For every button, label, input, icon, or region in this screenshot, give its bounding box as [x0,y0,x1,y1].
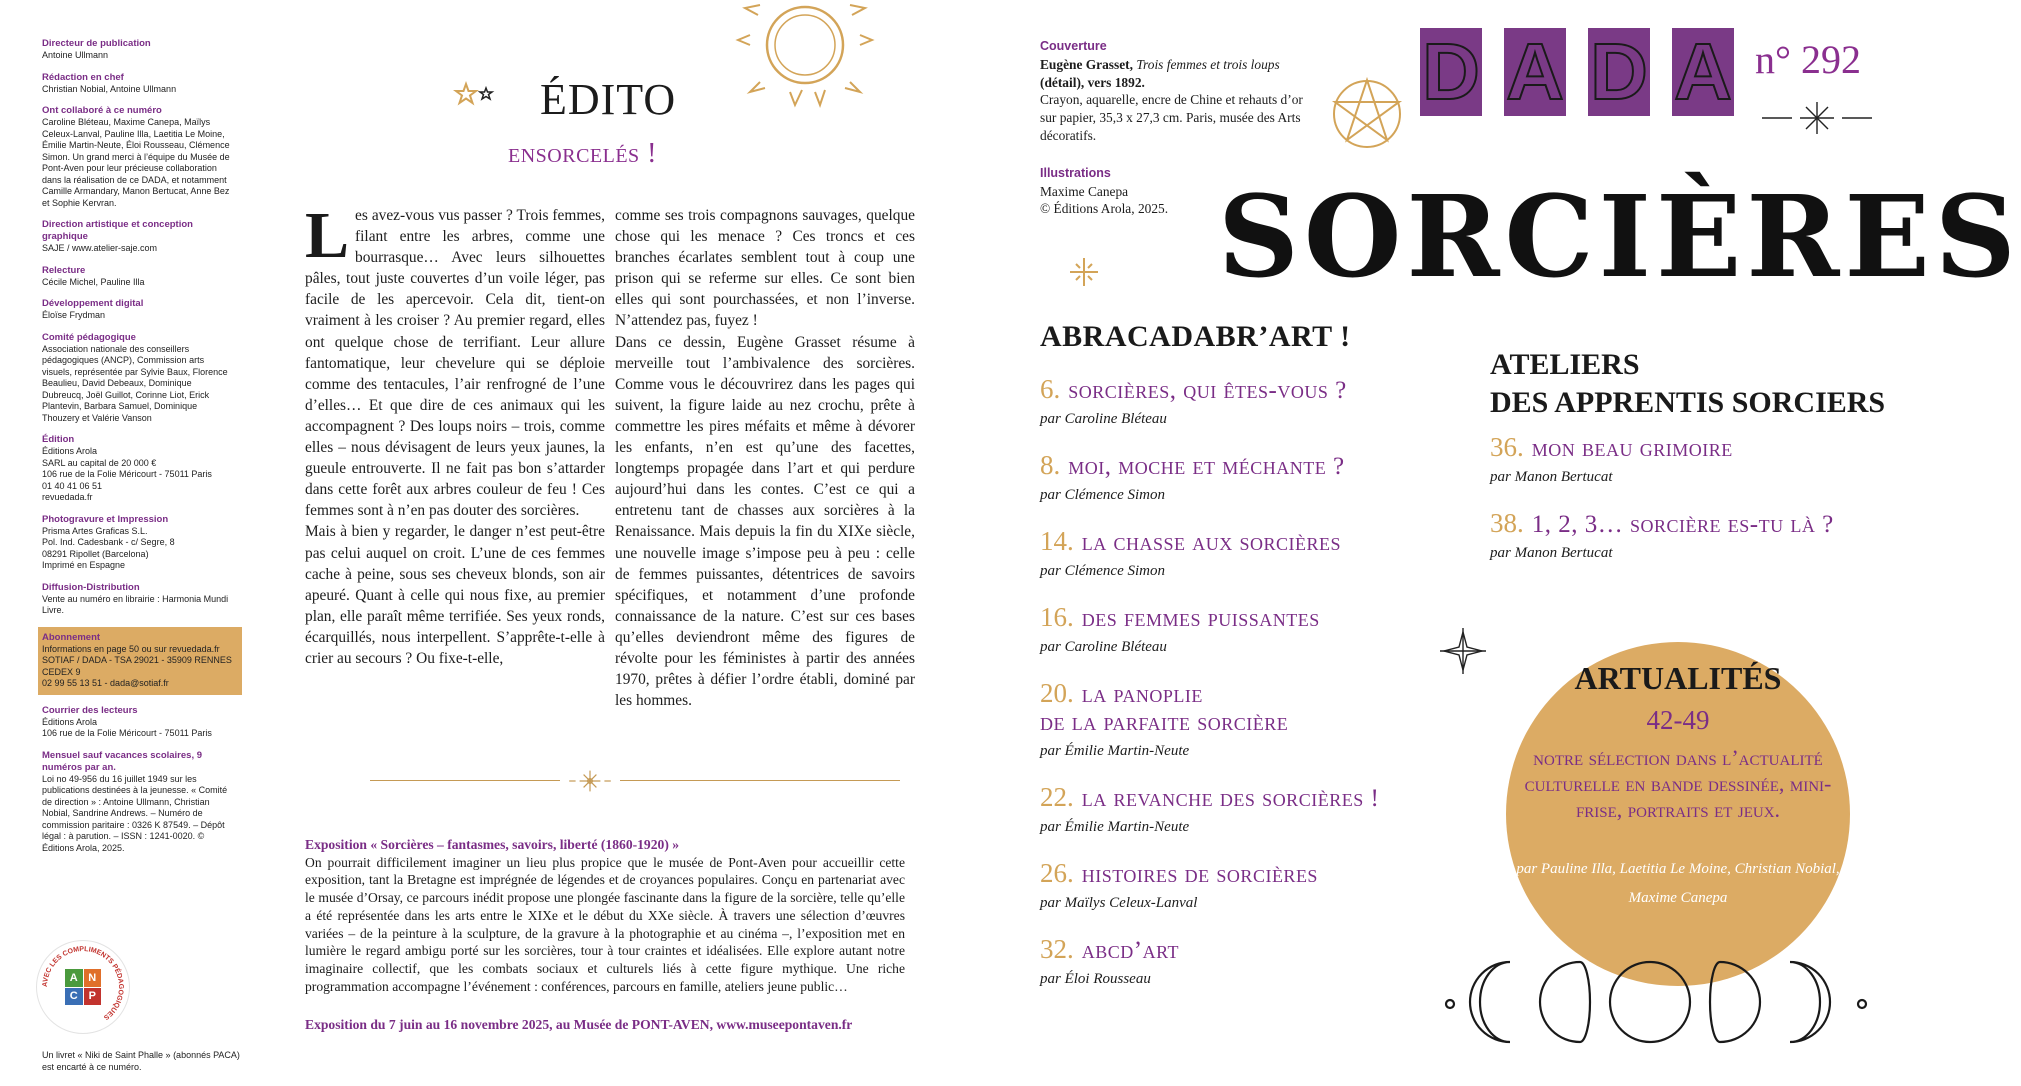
exhibition-dates: Exposition du 7 juin au 16 novembre 2025, au Musée de PONT-AVEN, www.museepontaven.fr [305,1017,853,1032]
exhibition-body: On pourrait difficilement imaginer un lieu plus propice que le musée de Pont-Aven pour accueillir cette exposition, tant la Bretagne est imprégnée de légendes et de croyances populaires. Conçu en partenariat avec le musée d’Orsay, ce parcours inédit propose une plongée fascinante dans la figure de la sorcière, telle qu’elle a été représentée dans les arts entre le XIXe et le début du XXe siècle. À travers une sélection d’œuvres variées – de la peinture à la sculpture, de la gravure à la photographie et au cinéma –, l’exposition met en lumière le regard ambigu porté sur les sorcières, tour à tour craintes et idéalisées. Elle explore autant notre imaginaire collectif, que les combats sociaux et culturels liés à cette figure mythique. Une riche programmation accompagne l’événement : conférences, parcours en famille, ateliers jeune public… [305,854,905,994]
exhibition-title: Exposition « Sorcières – fantasmes, savoirs, liberté (1860-1920) » [305,837,680,852]
pentagram-icon [1325,70,1409,154]
moon-phases-icon [1440,948,1880,1048]
edito-paragraph: Dans ce dessin, Eugène Grasset résume à merveille tout l’ambivalence des sorcières. Comme vous le découvrirez dans les pages qui suivent, la figure laide au nez crochu, prête à commettre les pires méfaits et même à dévorer les enfants, n’en est qu’une des facettes, longtemps propagée dans l’art et qui perdure aujourd’hui dans les contes. C’est ce qui a entretenu tant de chasses aux sorcières à la Renaissance. Mais depuis la fin du XIXe siècle, une nouvelle image s’impose peu à peu : celle de femmes puissantes, détentrices de savoirs spécifiques, et notamment d’une profonde connaissance de la nature. C’est sur ces bases qu’elles deviendront même des figures de révolte pour les féministes à partir des années 1970, prêtes à défier l’ordre établi, dominé par les hommes. [615,333,915,710]
toc-entry[interactable]: 26. histoires de sorcières par Maïlys Celeux-Lanval [1040,858,1318,911]
logo-letters [65,969,101,1005]
edito-paragraph: Mais à bien y regarder, le danger n’est peut-être pas celui auquel on croit. L’une de ces femmes cache à peine, sous ses cheveux blonds, son air apeuré. Quant à celle qui nous fixe, au premier plan, elle paraît même terrifiée. Ses yeux ronds, écarquillés, nous interpellent. S’apprête-t-elle à crier au secours ? Ou fixe-t-elle, [305,523,605,667]
edito-subtitle: ensorcelés ! [508,138,658,169]
credit-block: Photogravure et Impression Prisma Artes Graficas S.L. Pol. Ind. Cadesbank - c/ Segre, 8 08291 Ripollet (Barcelona) Imprimé en Espagne [42,513,175,570]
subscription-box: Abonnement Informations en page 50 ou sur revuedada.fr SOTIAF / DADA - TSA 29021 - 35909 RENNES CEDEX 9 02 99 55 13 51 - dada@sotiaf.fr [38,627,242,695]
toc-entry[interactable]: 32. abcd’art par Éloi Rousseau [1040,934,1180,987]
sun-doodle-icon [730,0,880,110]
masthead-letter: A [1672,28,1734,116]
credit-block: Comité pédagogique Association nationale des conseillers pédagogiques (ANCP), Commission arts visuels, représentée par Sylvie Baux, Florence Beaulieu, David Debeaux, Dominique Dubreucq, Joël Guillot, Corinne Liot, Erick Plantevin, Barbara Samuel, Dominique Thouzery et Valérie Vanson [42,331,228,423]
anpc-logo [36,940,130,1034]
credits-column [42,38,234,864]
credit-block: Relecture Cécile Michel, Pauline Illa [42,264,145,287]
toc-entry[interactable]: 36. mon beau grimoire par Manon Bertucat [1490,432,1733,485]
credit-block: Ont collaboré à ce numéro Caroline Bléteau, Maxime Canepa, Maïlys Celeux-Lanval, Pauline Illa, Laetitia Le Moine, Émilie Martin-Neute, Éloi Rousseau, Clémence Simon. Un grand merci à l’équipe du Musée de Pont-Aven pour leur précieuse collaboration dans la réalisation de ce DADA, et notamment Camille Armandary, Manon Bertucat, Anne Bez et Sophie Kervran. [42,105,230,208]
masthead-letter: A [1504,28,1566,116]
insert-note: Un livret « Niki de Saint Phalle » (abonnés PACA) est encarté à ce numéro. [42,1050,240,1072]
edito-paragraph: comme ses trois compagnons sauvages, quelque chose qui les menace ? Ces troncs et ces branches écarlates semblent tout à coup une prison qui se referme sur elles. Ce sont bien elles qui sont pourchassées, et non l’inverse. N’attendez pas, fuyez ! [615,207,915,330]
cover-artwork: Eugène Grasset, Trois femmes et trois loups [1040,56,1280,72]
credit-block: Édition Éditions Arola SARL au capital de 20 000 € 106 rue de la Folie Méricourt - 75011 Paris 01 40 41 06 51 revuedada.fr [42,434,212,502]
section-heading: ABRACADABR’ART ! [1040,320,1351,353]
toc-entry[interactable]: 38. 1, 2, 3… sorcière es-tu là ? par Manon Bertucat [1490,508,1834,561]
toc-entry[interactable]: 8. moi, moche et méchante ? par Clémence Simon [1040,450,1345,503]
edito-paragraph: Les avez-vous vus passer ? Trois femmes, filant entre les arbres, comme une bourrasque… Avec leurs silhouettes pâles, tout juste couvertes d’un voile léger, pas facile de les apercevoir. Cela dit, tient-on vraiment à les croiser ? Au premier regard, elles ont quelque chose de terrifiant. Leur allure fantomatique, leur chevelure qui se déploie comme des tentacules, l’air renfrogné de l’une d’elles… Et que dire de ces animaux qui les accompagnent ? Des loups noirs – trois, comme elles – nous dévisagent de leurs yeux jaunes, la gueule entrouverte. Il ne fait pas bon s’attarder dans cette forêt aux arbres couleur de feu ! Ces femmes sont à n’en pas douter des sorcières. [305,199,605,520]
credit-block: Mensuel sauf vacances scolaires, 9 numéros par an. Loi no 49-956 du 16 juillet 1949 sur les publications destinées à la jeunesse. « Comité de direction » : Antoine Ullmann, Christian Nobial, Sandrine Andrews. – Numéro de commission paritaire : 0326 K 87549. – Dépôt légal : à parution. – ISSN : 1241-0020. © Éditions Arola, 2025. [42,749,228,853]
credit-block: Diffusion-Distribution Vente au numéro en librairie : Harmonia Mundi Livre. [42,581,229,615]
logo-letter: A [65,969,83,987]
logo-letter: N [84,969,102,987]
sparkle-ornament-icon [560,766,620,796]
masthead-logo [1420,28,1734,116]
dropcap: L [305,199,350,272]
issue-number: n° 292 [1755,37,1861,82]
credit-block: Rédaction en chef Christian Nobial, Antoine Ullmann [42,71,177,94]
sparkle-icon [1068,256,1100,288]
logo-letter: C [65,988,83,1006]
toc-entry[interactable]: 14. la chasse aux sorcières par Clémence Simon [1040,526,1342,579]
credit-block: Direction artistique et conception graphique SAJE / www.atelier-saje.com [42,219,193,253]
svg-text:AVEC LES COMPLIMENTS PÉDAGOGIQ: AVEC LES COMPLIMENTS PÉDAGOGIQUES [41,945,125,1021]
star-doodle-icon [456,82,496,108]
credit-block: Directeur de publication Antoine Ullmann [42,38,151,60]
masthead-letter: D [1420,28,1482,116]
toc-entry[interactable]: 22. la revanche des sorcières ! par Émilie Martin-Neute [1040,782,1380,835]
artualites-text: notre sélection dans l’actualité culturelle en bande dessinée, mini-frise, portraits et jeux. [1524,745,1832,822]
section-heading: ATELIERS DES APPRENTIS SORCIERS [1490,348,1886,419]
toc-entry[interactable]: 6. sorcières, qui êtes-vous ? par Caroline Bléteau [1040,374,1347,427]
masthead-letter: D [1588,28,1650,116]
cover-info: Couverture Eugène Grasset, Trois femmes et trois loups (détail), vers 1892. Crayon, aquarelle, encre de Chine et rehauts d’or sur papier, 35,3 x 27,3 cm. Paris, musée des Arts décoratifs. Illustrations Maxime Canepa © Éditions Arola, 2025. [1040,38,1320,218]
edito-column-1 [305,199,605,669]
logo-letter: P [84,988,102,1006]
toc-entry[interactable]: 20. la panoplie de la parfaite sorcière par Émilie Martin-Neute [1040,678,1289,759]
artualites-pages: 42-49 [1646,705,1710,735]
edito-title: ÉDITO [540,75,677,124]
artualites-title: ARTUALITÉS [1574,660,1782,696]
credit-block: Courrier des lecteurs Éditions Arola 106 rue de la Folie Méricourt - 75011 Paris [42,704,212,738]
theme-title: SORCIÈRES [1218,172,2021,303]
star-doodle-icon [1440,628,1486,674]
edito-column-2 [615,205,915,711]
divider [370,780,900,781]
artualites-authors: par Pauline Illa, Laetitia Le Moine, Christian Nobial, Maxime Canepa [1516,861,1840,906]
sparkle-ornament-icon [1762,100,1872,136]
toc-entry[interactable]: 16. des femmes puissantes par Caroline Bléteau [1040,602,1320,655]
credit-block: Développement digital Éloïse Frydman [42,298,144,320]
exhibition-note [305,836,905,995]
